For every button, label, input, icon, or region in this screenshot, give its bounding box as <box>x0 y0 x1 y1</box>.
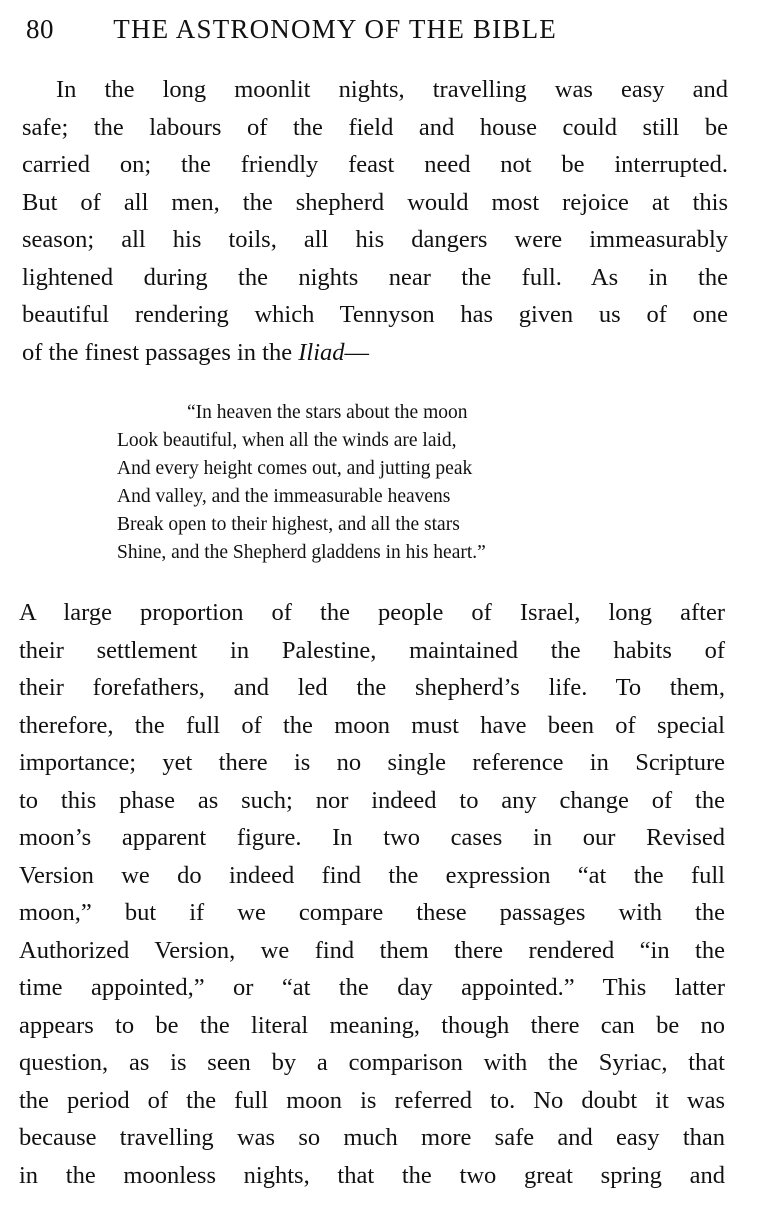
paragraph-line: to this phase as such; nor indeed to any change of the <box>19 786 725 814</box>
quote-line: “In heaven the stars about the moon <box>187 402 468 423</box>
paragraph-line: safe; the labours of the field and house could still be <box>22 113 728 141</box>
paragraph-line: A large proportion of the people of Israel, long after <box>19 599 725 626</box>
quote-line: And valley, and the immeasurable heavens <box>117 486 451 507</box>
em-dash: — <box>344 338 370 366</box>
paragraph-line: in the moonless nights, that the two great spring and <box>19 1161 725 1189</box>
quote-line: Shine, and the Shepherd gladdens in his heart.” <box>117 542 486 563</box>
paragraph-line: importance; yet there is no single reference in Scripture <box>19 749 725 776</box>
paragraph-line: the period of the full moon is referred to. No doubt it was <box>19 1086 725 1114</box>
paragraph-line: moon’s apparent figure. In two cases in our Revised <box>19 824 725 851</box>
paragraph-line: Version we do indeed find the expression “at the full <box>19 861 725 889</box>
paragraph-line: Authorized Version, we find them there rendered “in the <box>19 936 725 964</box>
paragraph-line: question, as is seen by a comparison with the Syriac, that <box>19 1049 725 1076</box>
paragraph-line: their forefathers, and led the shepherd’s life. To them, <box>19 674 725 701</box>
page-header <box>26 14 726 50</box>
paragraph-line: because travelling was so much more safe and easy than <box>19 1124 725 1151</box>
paragraph-line: season; all his toils, all his dangers were immeasurably <box>22 226 728 253</box>
paragraph-line: their settlement in Palestine, maintained the habits of <box>19 636 725 664</box>
quote-line: Look beautiful, when all the winds are laid, <box>117 430 457 451</box>
paragraph-line: time appointed,” or “at the day appointed.” This latter <box>19 974 725 1001</box>
paragraph-last-line <box>22 334 728 372</box>
running-title: THE ASTRONOMY OF THE BIBLE <box>113 14 557 44</box>
quote-line: Break open to their highest, and all the stars <box>117 514 460 535</box>
last-line-prefix: of the finest passages in the <box>22 338 299 366</box>
paragraph-line: lightened during the nights near the full. As in the <box>22 263 728 291</box>
page-number: 80 <box>26 14 54 44</box>
paragraph-moonlit-nights <box>22 71 728 371</box>
paragraph-line: appears to be the literal meaning, though there can be no <box>19 1011 725 1039</box>
paragraph-line: therefore, the full of the moon must have been of special <box>19 711 725 739</box>
iliad-title: Iliad <box>298 338 345 366</box>
quote-line: And every height comes out, and jutting peak <box>117 458 473 479</box>
paragraph-israel-shepherds <box>19 594 725 1194</box>
paragraph-line: But of all men, the shepherd would most rejoice at this <box>22 188 728 216</box>
paragraph-line: moon,” but if we compare these passages with the <box>19 899 725 926</box>
tennyson-quotation <box>117 399 627 567</box>
paragraph-line: carried on; the friendly feast need not be interrupted. <box>22 151 728 178</box>
paragraph-line: beautiful rendering which Tennyson has given us of one <box>22 301 728 328</box>
paragraph-line: In the long moonlit nights, travelling was easy and <box>56 76 728 103</box>
